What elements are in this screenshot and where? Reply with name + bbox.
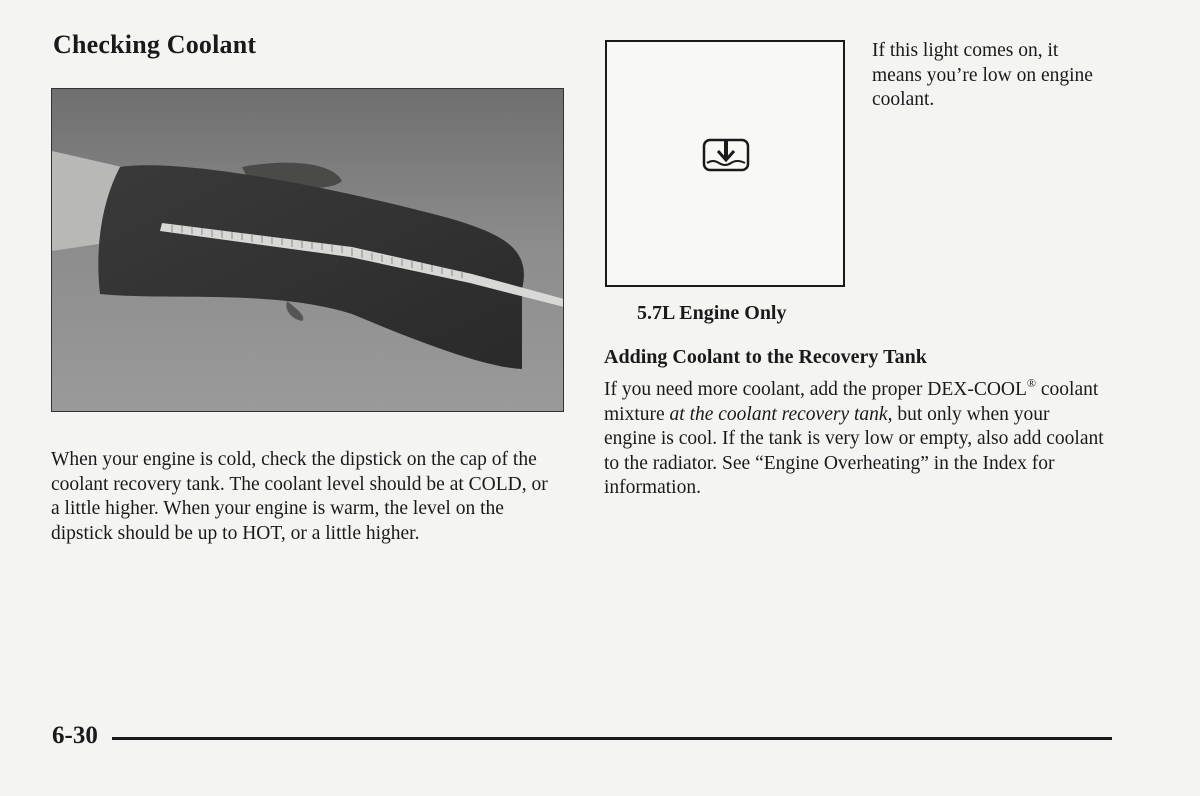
section-text-part1: If you need more coolant, add the proper DEX-COOL <box>604 379 1027 400</box>
footer-rule <box>112 737 1112 740</box>
registered-mark: ® <box>1026 376 1037 390</box>
warning-light-box <box>605 40 845 287</box>
section-paragraph <box>604 378 1104 501</box>
section-heading: Adding Coolant to the Recovery Tank <box>604 346 927 368</box>
body-paragraph: When your engine is cold, check the dipstick on the cap of the coolant recovery tank. The coolant level should be at COLD, or a little higher. When your engine is warm, the level on the dipstick should be up to HOT, or a little higher. <box>51 449 548 544</box>
dipstick-photo <box>51 88 564 412</box>
section-italic-phrase: at the coolant recovery tank, <box>669 403 893 425</box>
page-number: 6-30 <box>52 722 98 749</box>
page-title: Checking Coolant <box>53 30 257 59</box>
section-text-part2: coolant mixture <box>604 379 1099 425</box>
section-text-part3: but only when your engine is cool. If the tank is very low or empty, also add coolant to the radiator. See “Engine Overheating” in the Index for information. <box>604 403 1104 498</box>
warning-light-text: If this light comes on, it means you’re low on engine coolant. <box>872 40 1093 110</box>
coolant-level-warning-icon <box>701 136 751 176</box>
warning-light-caption: 5.7L Engine Only <box>637 302 787 324</box>
